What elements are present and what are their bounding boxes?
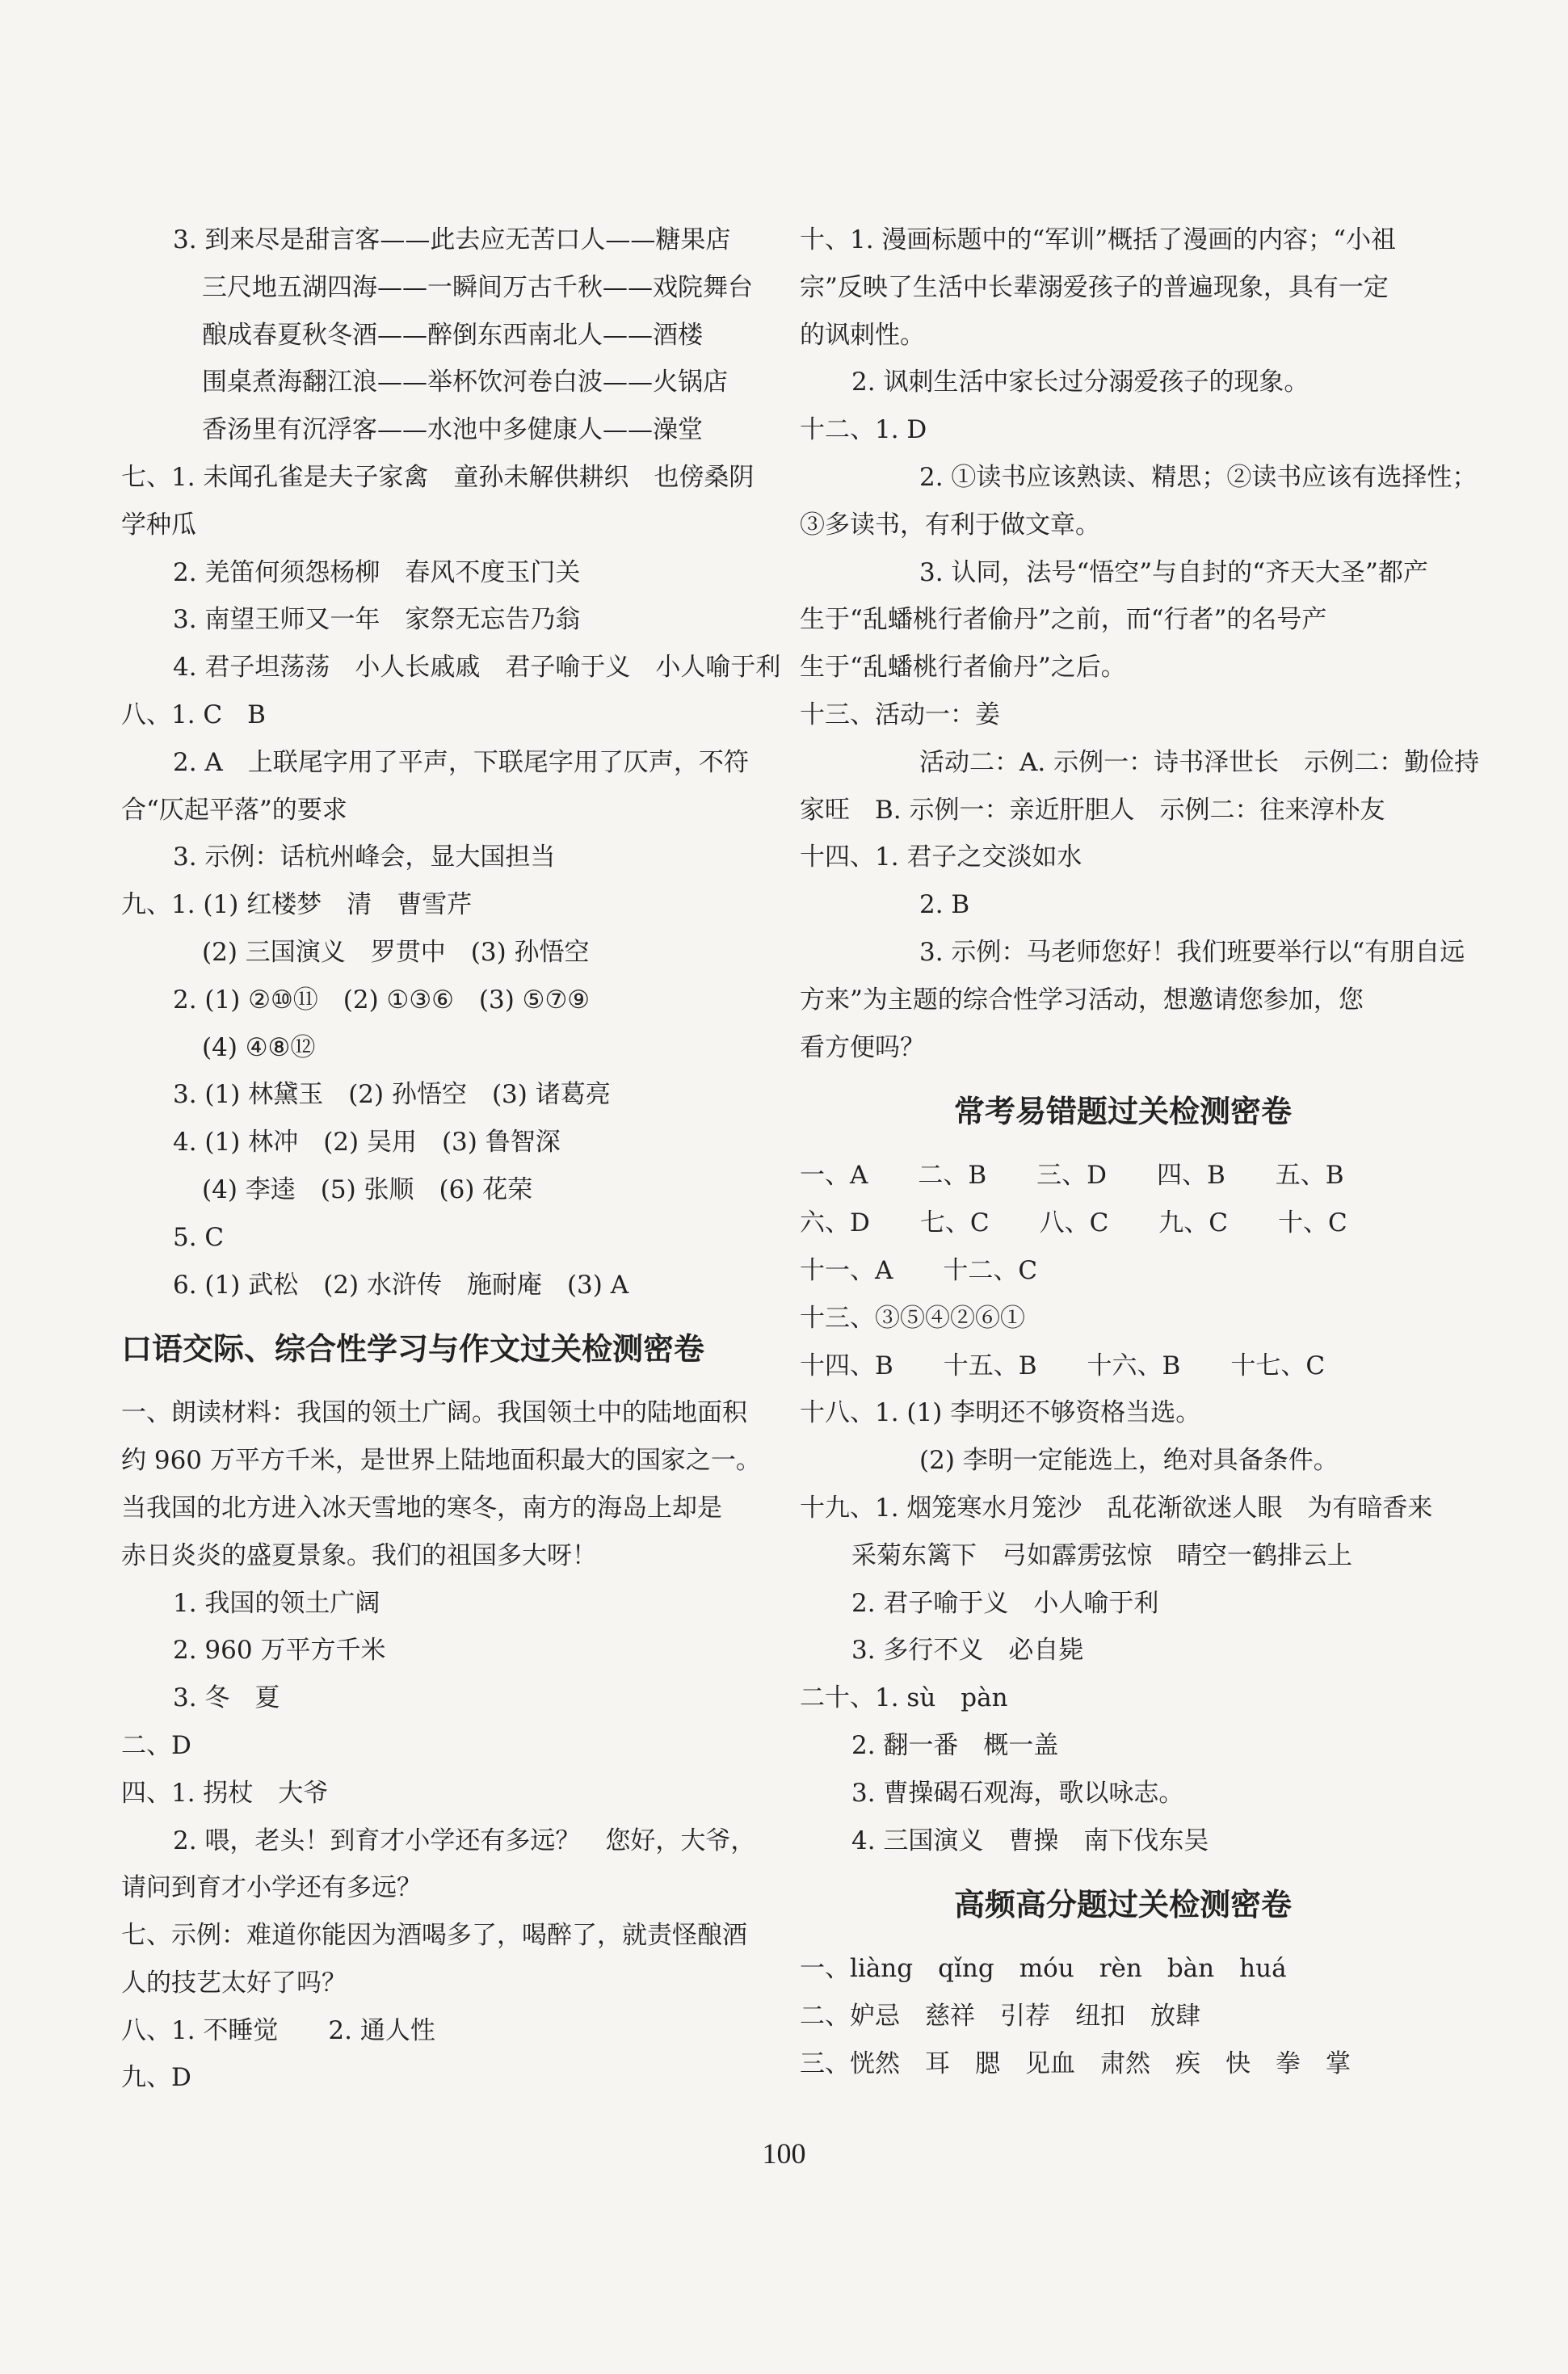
answer-line: 九、1. (1) 红楼梦 清 曹雪芹 [121,890,473,920]
answer-line: 请问到育才小学还有多远？ [121,1873,422,1903]
answer-line: 宗”反映了生活中长辈溺爱孩子的普遍现象，具有一定 [800,272,1389,302]
answer-line: 4. (1) 林冲 (2) 吴用 (3) 鲁智深 [173,1128,561,1158]
answer-line: 3. (1) 林黛玉 (2) 孙悟空 (3) 诸葛亮 [173,1080,611,1110]
answer-line: 八、1. 不睡觉 2. 通人性 [121,2015,435,2045]
answer-line: 十三、③⑤④②⑥① [800,1303,1025,1333]
answer-line: 2. 翻一番 概一盖 [851,1730,1059,1760]
answer-line: 当我国的北方进入冰天雪地的寒冬，南方的海岛上却是 [121,1493,722,1523]
answer-line: (2) 三国演义 罗贯中 (3) 孙悟空 [202,937,590,967]
answer-line: 2. 羌笛何须怨杨柳 春风不度玉门关 [173,557,581,587]
answer-line: 4. 君子坦荡荡 小人长戚戚 君子喻于义 小人喻于利 [173,653,781,683]
section-heading: 常考易错题过关检测密卷 [953,1094,1292,1130]
answer-line: 二、妒忌 慈祥 引荐 纽扣 放肆 [800,2002,1200,2032]
answer-line: 十四、1. 君子之交淡如水 [800,842,1082,872]
answer-line: 三尺地五湖四海——一瞬间万古千秋——戏院舞台 [202,272,753,302]
answer-line: 围桌煮海翻江浪——举杯饮河卷白波——火锅店 [202,368,728,397]
answer-line: 一、liàng qǐng móu rèn bàn huá [800,1954,1287,1984]
answer-line: 2. 喂，老头！到育才小学还有多远？ 您好，大爷， [173,1826,756,1855]
answer-line: 一、朗读材料：我国的领土广阔。我国领土中的陆地面积 [121,1398,747,1428]
section-heading: 高频高分题过关检测密卷 [953,1887,1292,1923]
answer-line: 3. 多行不义 必自毙 [851,1636,1084,1666]
answer-line: 3. 南望王师又一年 家祭无忘告乃翁 [173,605,581,635]
answer-line: 生于“乱蟠桃行者偷丹”之前，而“行者”的名号产 [800,605,1327,635]
answer-line: 2. A 上联尾字用了平声，下联尾字用了仄声，不符 [173,747,749,777]
answer-line: 九、D [121,2063,191,2093]
answer-line: 3. 到来尽是甜言客——此去应无苦口人——糖果店 [173,225,731,254]
answer-line: 二、D [121,1730,191,1760]
right-column [800,216,1480,2088]
answer-line: 赤日炎炎的盛夏景象。我们的祖国多大呀！ [121,1540,597,1570]
answer-line: 活动二：A. 示例一：诗书泽世长 示例二：勤俭持 [919,747,1480,777]
answer-line: 八、1. C B [121,700,266,729]
answer-line: ③多读书，有利于做文章。 [800,510,1100,540]
answer-line: 家旺 B. 示例一：亲近肝胆人 示例二：往来淳朴友 [800,795,1385,825]
answer-line: 2. 讽刺生活中家长过分溺爱孩子的现象。 [851,368,1309,397]
answer-line: 的讽刺性。 [800,320,925,350]
answer-line: 十、1. 漫画标题中的“军训”概括了漫画的内容；“小祖 [800,225,1396,254]
answer-line: 合“仄起平落”的要求 [121,795,347,825]
answer-line: 香汤里有沉浮客——水池中多健康人——澡堂 [202,415,703,445]
answer-line: 2. 君子喻于义 小人喻于利 [851,1588,1159,1618]
answer-line: (4) 李逵 (5) 张顺 (6) 花荣 [202,1174,533,1204]
answer-line: 1. 我国的领土广阔 [173,1588,380,1618]
answer-line: 3. 冬 夏 [173,1683,280,1713]
answer-line: 三、恍然 耳 腮 见血 肃然 疾 快 拳 掌 [800,2048,1351,2078]
answer-line: 3. 示例：马老师您好！我们班要举行以“有朋自远 [919,937,1465,967]
answer-line: 2. ①读书应该熟读、精思；②读书应该有选择性； [919,462,1478,492]
answer-line: (2) 李明一定能选上，绝对具备条件。 [919,1446,1339,1476]
answer-line: 6. (1) 武松 (2) 水浒传 施耐庵 (3) A [173,1270,629,1300]
answer-line: 5. C [173,1222,225,1252]
answer-line: 采菊东篱下 弓如霹雳弦惊 晴空一鹤排云上 [851,1540,1352,1570]
answer-line: 二十、1. sù pàn [800,1683,1008,1713]
answer-line: 十八、1. (1) 李明还不够资格当选。 [800,1398,1201,1428]
answer-line: 生于“乱蟠桃行者偷丹”之后。 [800,653,1126,683]
answer-line: 十九、1. 烟笼寒水月笼沙 乱花渐欲迷人眼 为有暗香来 [800,1493,1433,1523]
answer-line: 学种瓜 [121,510,196,540]
answer-line: 酿成春夏秋冬酒——醉倒东西南北人——酒楼 [202,320,703,350]
answer-line: 十三、活动一：姜 [800,700,1000,729]
section-heading: 口语交际、综合性学习与作文过关检测密卷 [121,1331,705,1368]
page-number: 100 [762,2137,806,2170]
answer-line: 十二、1. D [800,415,927,445]
answer-line: 人的技艺太好了吗？ [121,1968,347,1998]
answer-line: (4) ④⑧⑫ [202,1032,316,1062]
answer-line: 四、1. 拐杖 大爷 [121,1778,329,1808]
left-column [121,216,781,2102]
answer-line: 七、示例：难道你能因为酒喝多了，喝醉了，就责怪酿酒 [121,1921,747,1951]
answer-line: 方来”为主题的综合性学习活动，想邀请您参加，您 [800,985,1364,1015]
answer-line: 2. 960 万平方千米 [173,1636,386,1666]
answer-line: 4. 三国演义 曹操 南下伐东吴 [851,1826,1209,1855]
answer-line: 七、1. 未闻孔雀是夫子家禽 童孙未解供耕织 也傍桑阴 [121,462,755,492]
answer-line: 六、D 七、C 八、C 九、C 十、C [800,1208,1347,1238]
answer-line: 3. 曹操碣石观海，歌以咏志。 [851,1778,1184,1808]
answer-line: 2. B [919,890,970,920]
answer-line: 十四、B 十五、B 十六、B 十七、C [800,1351,1326,1380]
answer-line: 3. 认同，法号“悟空”与自封的“齐天大圣”都产 [919,557,1428,587]
answer-line: 一、A 二、B 三、D 四、B 五、B [800,1161,1344,1191]
answer-line: 3. 示例：话杭州峰会，显大国担当 [173,842,556,872]
answer-line: 看方便吗？ [800,1032,925,1062]
answer-line: 2. (1) ②⑩⑪ (2) ①③⑥ (3) ⑤⑦⑨ [173,985,591,1015]
answer-line: 十一、A 十二、C [800,1255,1038,1285]
answer-line: 约 960 万平方千米，是世界上陆地面积最大的国家之一。 [121,1446,761,1476]
